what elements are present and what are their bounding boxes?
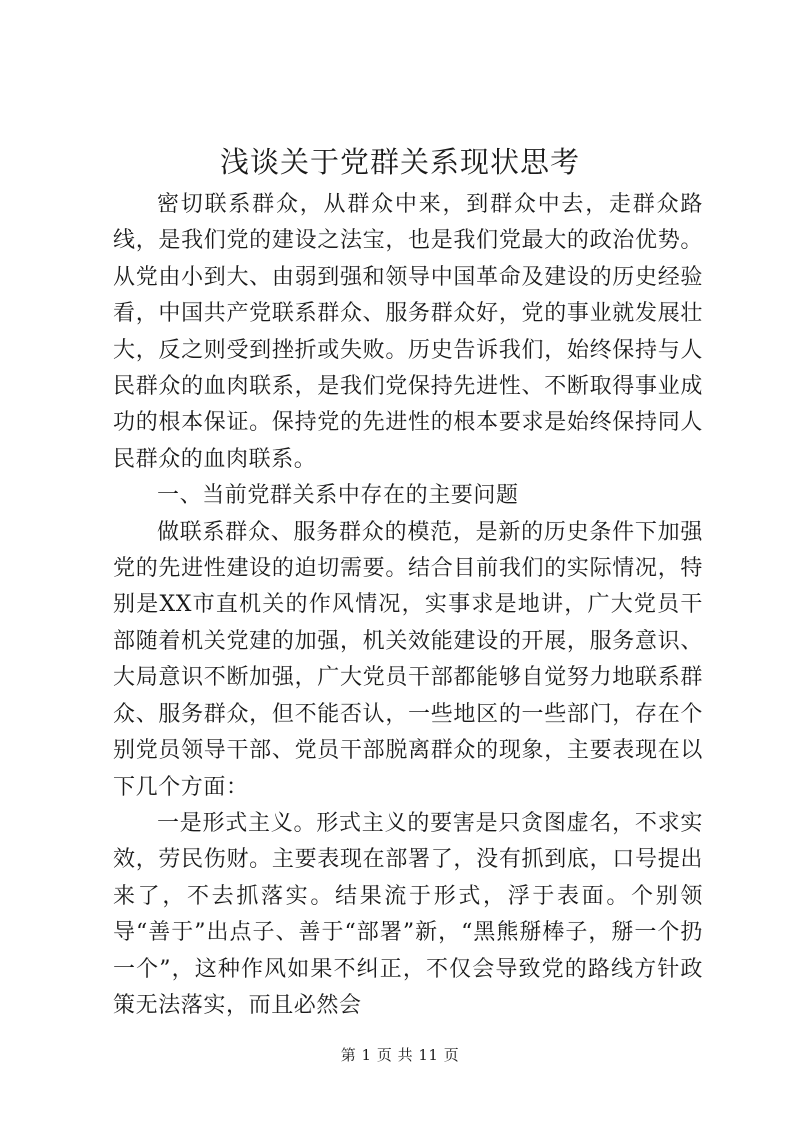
page-footer: 第 1 页 共 11 页 xyxy=(340,1046,460,1064)
paragraph-problems: 做联系群众、服务群众的模范，是新的历史条件下加强党的先进性建设的迫切需要。结合目前我们的实际情况，特别是XX市直机关的作风情况，实事求是地讲，广大党员干部随着机关党建的加强，机关效能建设的开展，服务意识、大局意识不断加强，广大党员干部都能够自觉努力地联系群众、服务群众，但不能否认，一些地区的一些部门，存在个别党员领导干部、党员干部脱离群众的现象，主要表现在以下几个方面： xyxy=(113,519,703,800)
paragraph-formalism: 一是形式主义。形式主义的要害是只贪图虚名，不求实效，劳民伤财。主要表现在部署了，没有抓到底，口号提出来了，不去抓落实。结果流于形式，浮于表面。个别领导“善于”出点子、善于“部署”新，“黑熊掰棒子，掰一个扔一个”，这种作风如果不纠正，不仅会导致党的路线方针政策无法落实，而且必然会 xyxy=(113,810,703,1018)
section-heading: 一、当前党群关系中存在的主要问题 xyxy=(157,483,519,509)
document-body xyxy=(113,187,703,1024)
page-title: 浅谈关于党群关系现状思考 xyxy=(219,145,580,179)
paragraph-intro: 密切联系群众，从群众中来，到群众中去，走群众路线，是我们党的建设之法宝，也是我们党最大的政治优势。从党由小到大、由弱到强和领导中国革命及建设的历史经验看，中国共产党联系群众、服务群众好，党的事业就发展壮大，反之则受到挫折或失败。历史告诉我们，始终保持与人民群众的血肉联系，是我们党保持先进性、不断取得事业成功的根本保证。保持党的先进性的根本要求是始终保持同人民群众的血肉联系。 xyxy=(113,192,703,472)
